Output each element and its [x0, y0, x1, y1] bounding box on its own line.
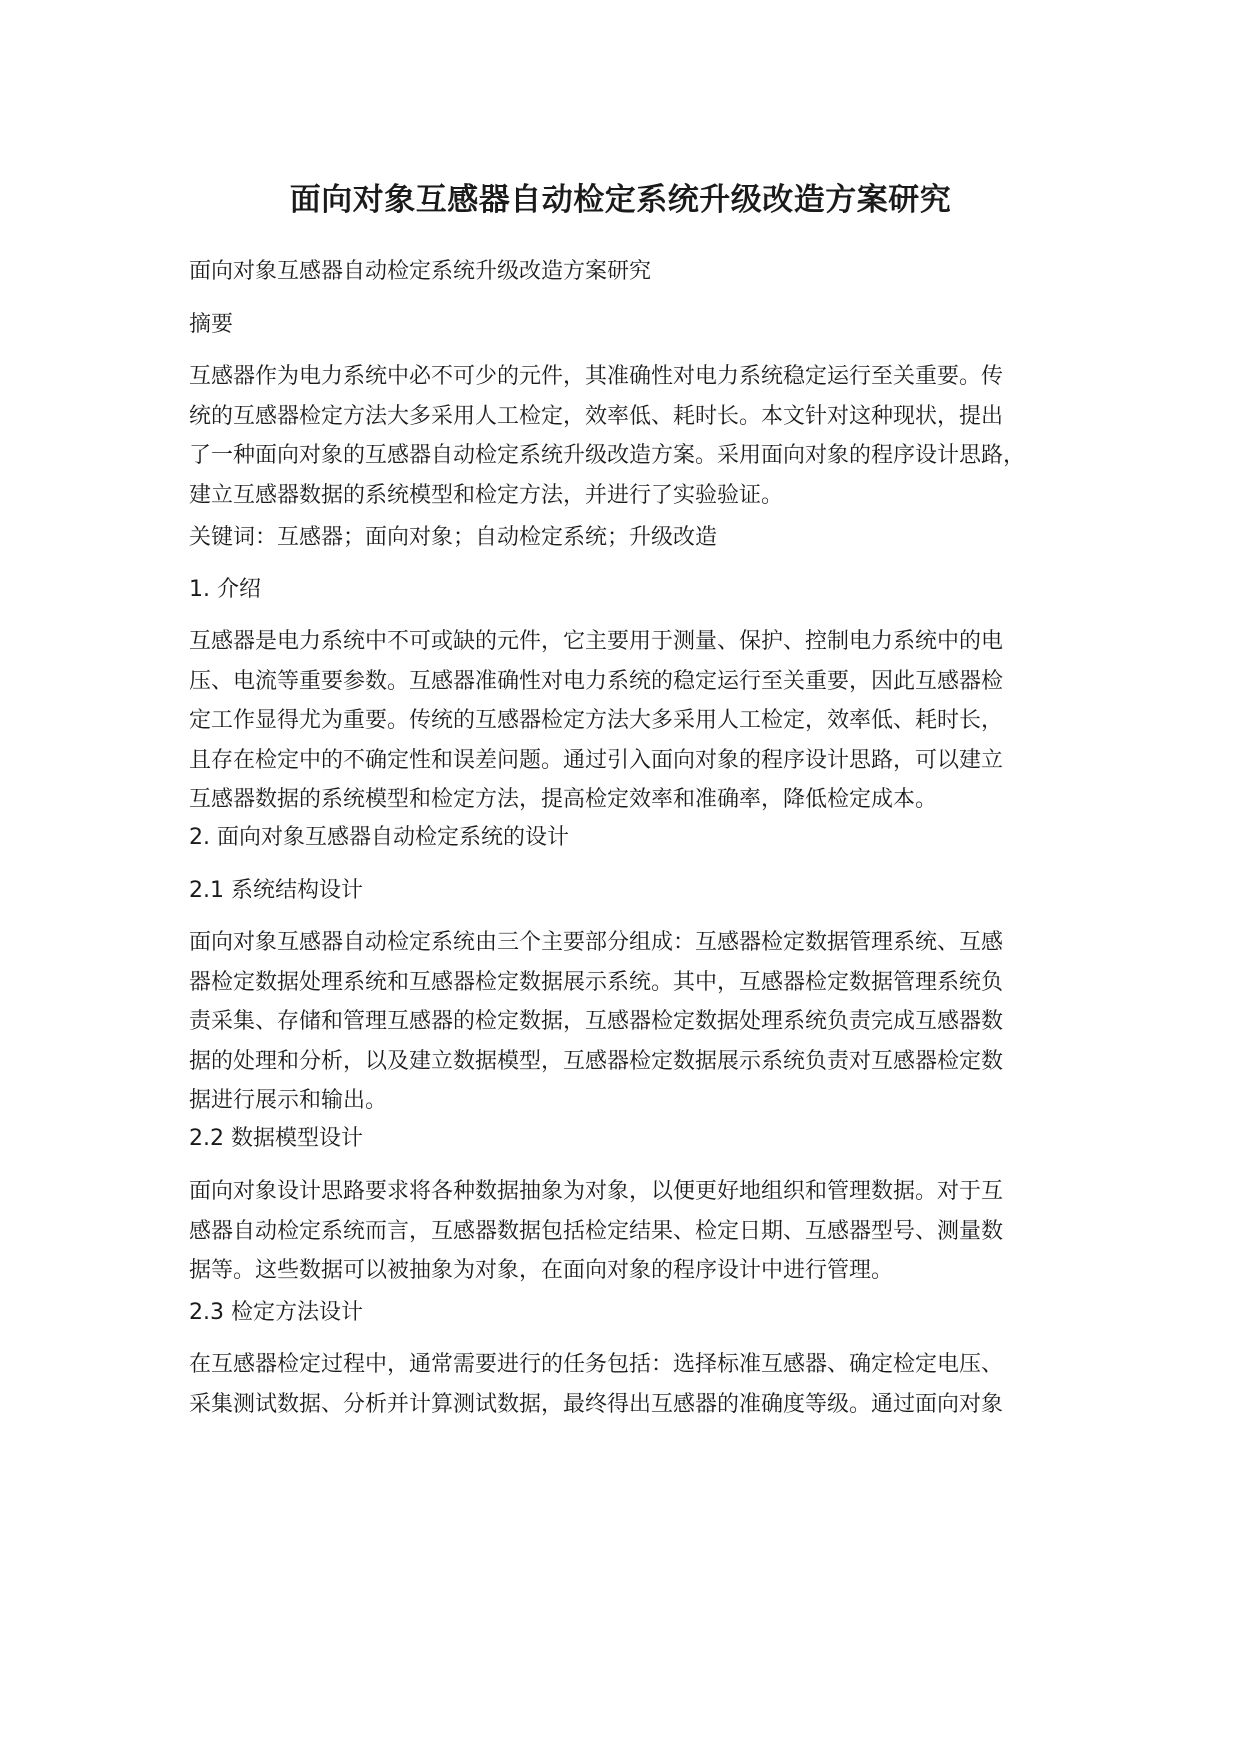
paragraph-line: 且存在检定中的不确定性和误差问题。通过引入面向对象的程序设计思路，可以建立	[189, 747, 1004, 773]
section-2-2-paragraph	[189, 1172, 1003, 1291]
paragraph-line: 面向对象设计思路要求将各种数据抽象为对象，以便更好地组织和管理数据。对于互	[189, 1179, 1004, 1204]
paragraph-line: 器检定数据处理系统和互感器检定数据展示系统。其中，互感器检定数据管理系统负	[189, 969, 1004, 995]
section-2-1-paragraph	[189, 923, 1003, 1121]
document-title: 面向对象互感器自动检定系统升级改造方案研究	[289, 182, 952, 218]
paragraph-line: 面向对象互感器自动检定系统由三个主要部分组成：互感器检定数据管理系统、互感	[189, 930, 1004, 955]
section-2-1-heading: 2.1 系统结构设计	[189, 878, 363, 903]
abstract-paragraph	[189, 357, 1025, 515]
section-1-heading: 1. 介绍	[189, 577, 261, 602]
paragraph-line: 互感器是电力系统中不可或缺的元件，它主要用于测量、保护、控制电力系统中的电	[189, 629, 1004, 654]
paragraph-line: 建立互感器数据的系统模型和检定方法，并进行了实验验证。	[189, 482, 784, 508]
paragraph-line: 互感器作为电力系统中必不可少的元件，其准确性对电力系统稳定运行至关重要。传	[189, 364, 1004, 389]
paragraph-line: 统的互感器检定方法大多采用人工检定，效率低、耗时长。本文针对这种现状，提出	[189, 403, 1004, 429]
paragraph-line: 了一种面向对象的互感器自动检定系统升级改造方案。采用面向对象的程序设计思路，	[189, 443, 1026, 468]
paragraph-line: 压、电流等重要参数。互感器准确性对电力系统的稳定运行至关重要，因此互感器检	[189, 668, 1004, 694]
section-2-heading: 2. 面向对象互感器自动检定系统的设计	[189, 825, 569, 850]
paragraph-line: 据进行展示和输出。	[189, 1088, 388, 1113]
paragraph-line: 采集测试数据、分析并计算测试数据，最终得出互感器的准确度等级。通过面向对象	[189, 1391, 1004, 1417]
paragraph-line: 据的处理和分析，以及建立数据模型，互感器检定数据展示系统负责对互感器检定数	[189, 1048, 1004, 1074]
paragraph-line: 定工作显得尤为重要。传统的互感器检定方法大多采用人工检定，效率低、耗时长，	[189, 708, 1004, 733]
subtitle: 面向对象互感器自动检定系统升级改造方案研究	[189, 259, 652, 284]
paragraph-line: 在互感器检定过程中，通常需要进行的任务包括：选择标准互感器、确定检定电压、	[189, 1352, 1004, 1377]
paragraph-line: 感器自动检定系统而言，互感器数据包括检定结果、检定日期、互感器型号、测量数	[189, 1218, 1004, 1244]
section-2-3-heading: 2.3 检定方法设计	[189, 1300, 363, 1325]
abstract-heading: 摘要	[189, 312, 234, 337]
section-2-3-paragraph	[189, 1345, 1003, 1424]
section-1-paragraph	[189, 622, 1003, 820]
paragraph-line: 责采集、存储和管理互感器的检定数据，互感器检定数据处理系统负责完成互感器数	[189, 1009, 1004, 1034]
paragraph-line: 据等。这些数据可以被抽象为对象，在面向对象的程序设计中进行管理。	[189, 1258, 894, 1283]
paragraph-line: 互感器数据的系统模型和检定方法，提高检定效率和准确率，降低检定成本。	[189, 787, 938, 812]
keywords-line: 关键词：互感器；面向对象；自动检定系统；升级改造	[189, 525, 718, 550]
section-2-2-heading: 2.2 数据模型设计	[189, 1126, 363, 1151]
